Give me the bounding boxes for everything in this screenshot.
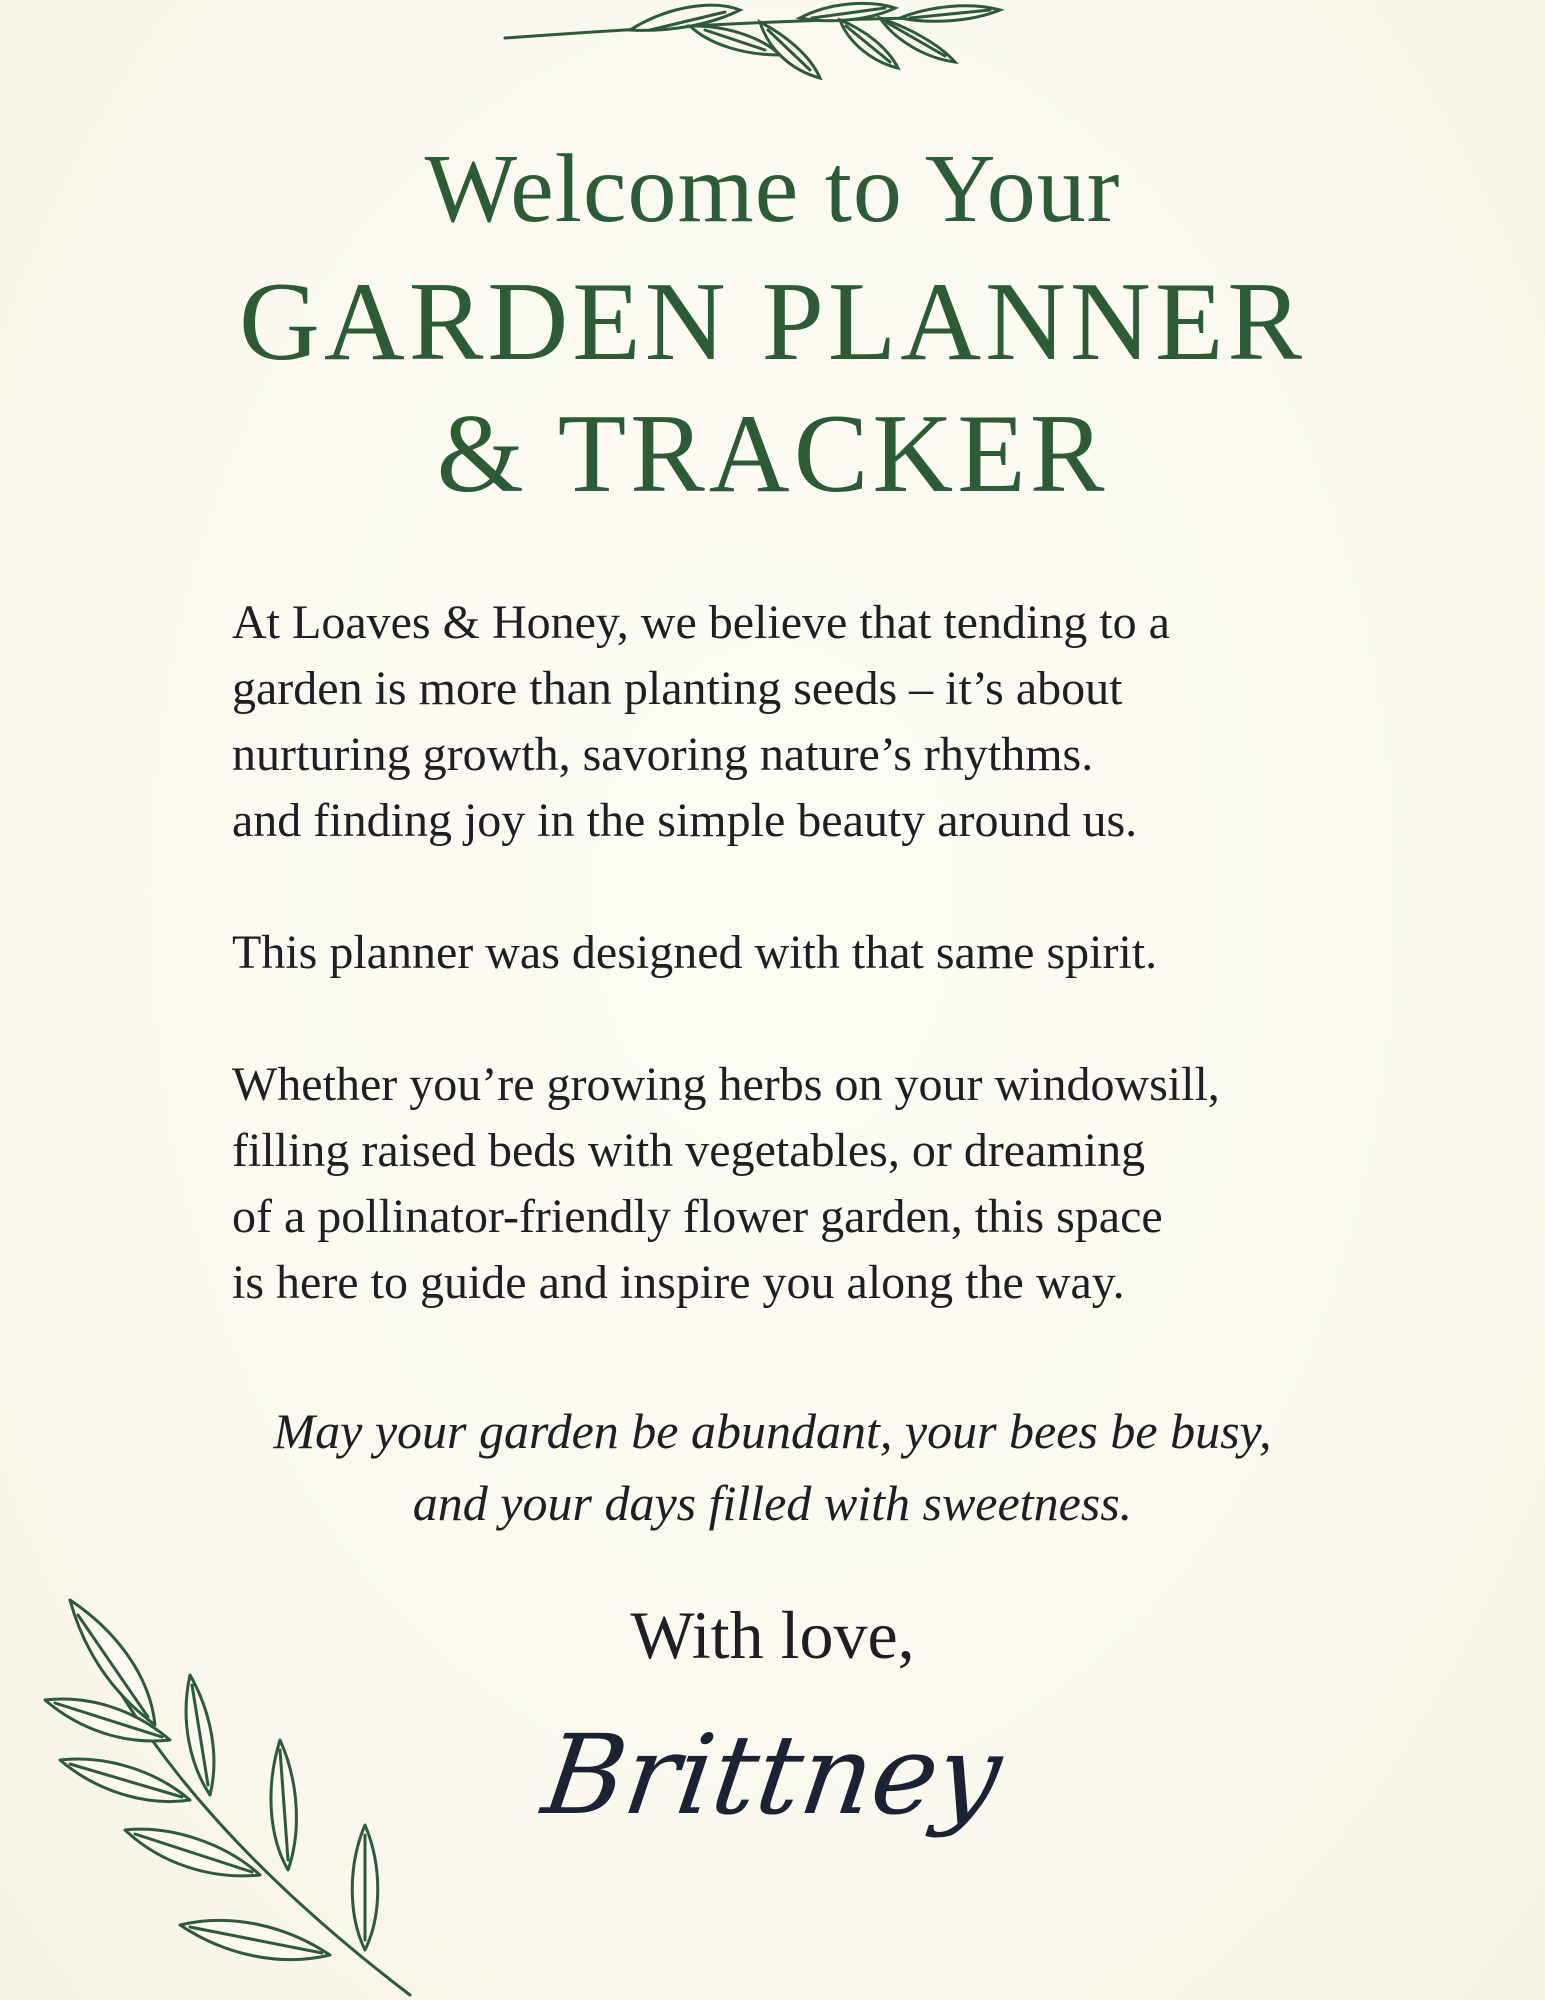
closing-text: With love, (630, 1597, 915, 1673)
body-text (232, 590, 1382, 1316)
title-tracker: & TRACKER (436, 392, 1109, 516)
spirit-paragraph: This planner was designed with that same spirit. (232, 926, 1158, 979)
title-garden-planner: GARDEN PLANNER (238, 260, 1307, 384)
blessing-text: May your garden be abundant, your bees be busy, and your days filled with sweetness. (273, 1403, 1272, 1531)
intro-paragraph: At Loaves & Honey, we believe that tending to a garden is more than planting seeds – it’s about nurturing growth, savoring nature’s rhythms. and finding joy in the simple beauty around us. (232, 596, 1170, 847)
signature: Brittney (535, 1711, 1010, 1839)
top-leaf-sprig-icon (500, 0, 1020, 90)
page-title (0, 130, 1545, 520)
guide-paragraph: Whether you’re growing herbs on your windowsill, filling raised beds with vegetables, or dreaming of a pollinator-friendly flower garden, this space is here to guide and inspire you along the way. (232, 1058, 1220, 1309)
title-welcome: Welcome to Your (424, 135, 1121, 243)
bottom-leaf-sprig-icon (30, 1585, 450, 2000)
